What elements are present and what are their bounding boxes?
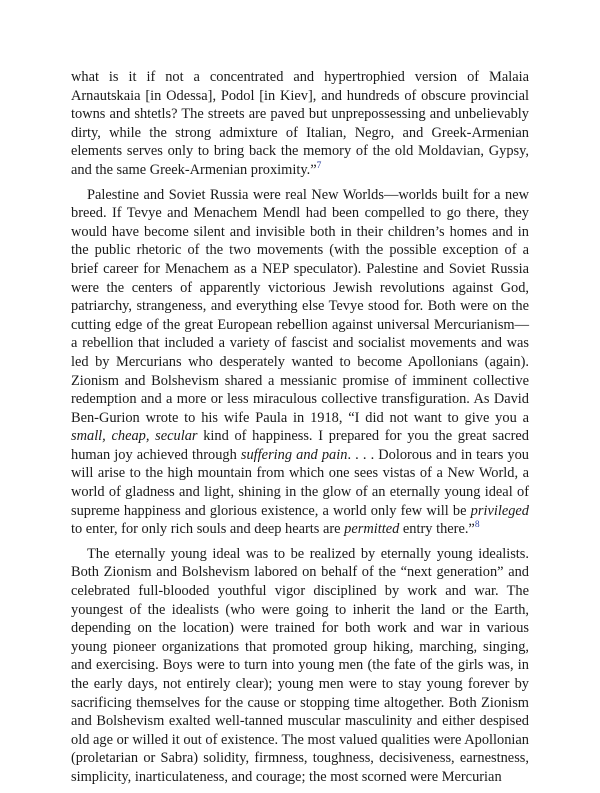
paragraph-text: Palestine and Soviet Russia were real New Worlds—worlds built for a new breed. If Tevye and Menachem Mendl had been compelled to go there, they would have become silent and invisible both in their children’s homes and in the public rhetoric of the two movements (with the possible exception of a brief career for Menachem as a NEP speculator). Palestine and Soviet Russia were the centers of apparently victorious Jewish revolutions against God, patriarchy, strangeness, and everything else Tevye stood for. Both were on the cutting edge of the great European rebellion against universal Mercurianism—a rebellion that included a variety of fascist and socialist movements and was led by Mercurians who desperately wanted to become Apollonians (again). Zionism and Bolshevism shared a messianic promise of imminent collective redemption and a more or less miraculous collective transfiguration. As David Ben-Gurion wrote to his wife Paula in 1918, “I did not want to give you a [71,186,529,426]
paragraph-text: entry there.” [399,521,475,538]
italic-text: small, cheap, secular [71,428,198,445]
italic-text: privileged [470,502,529,519]
italic-text: permitted [344,521,400,538]
paragraph-text: The eternally young ideal was to be realized by eternally young idealists. Both Zionism and Bolshevism labored on behalf of the “next generation” and celebrated full-blooded youthful vigor disciplined by work and war. The youngest of the idealists (who were going to inherit the land or the Earth, depending on the location) were trained for both work and war in various young pioneer organizations that promoted group hiking, marching, singing, and exercising. Boys were to turn into young men (the fate of the girls was, in the early days, not entirely clear); young men were to stay young forever by sacrificing themselves for the cause or stopping time altogether. Both Zionism and Bolshevism exalted well-tanned muscular masculinity and either despised old age or willed it out of existence. The most valued qualities were Apollonian (proletarian or Sabra) solidity, firmness, toughness, decisiveness, earnestness, simplicity, inarticulateness, and courage; the most scorned were Mercurian [71,545,529,785]
paragraph-text: kind of happiness. I prepared for you the great sacred human joy achieved through [71,428,529,463]
italic-text: suffering and pain [240,446,348,463]
paragraph-2 [71,186,529,539]
footnote-marker[interactable]: 7 [316,161,322,172]
paragraph-3 [71,545,529,787]
footnote-marker[interactable]: 8 [474,520,480,531]
document-page [71,68,529,793]
paragraph-1 [71,68,529,180]
paragraph-text: to enter, for only rich souls and deep hearts are [71,521,345,538]
paragraph-text: . . . . Dolorous and in tears you will arise to the high mountain from which one sees vistas of a New World, a world of gladness and light, shining in the glow of an eternally young ideal of supreme happiness and glorious existence, a world only few will be [71,446,529,519]
paragraph-text: what is it if not a concentrated and hypertrophied version of Malaia Arnautskaia [in Odessa], Podol [in Kiev], and hundreds of obscure provincial towns and shtetls? The streets are paved but unprepossessing and unbelievably dirty, while the strong admixture of Italian, Negro, and Greek-Armenian elements serves only to bring back the memory of the old Moldavian, Gypsy, and the same Greek-Armenian proximity.” [71,69,529,178]
